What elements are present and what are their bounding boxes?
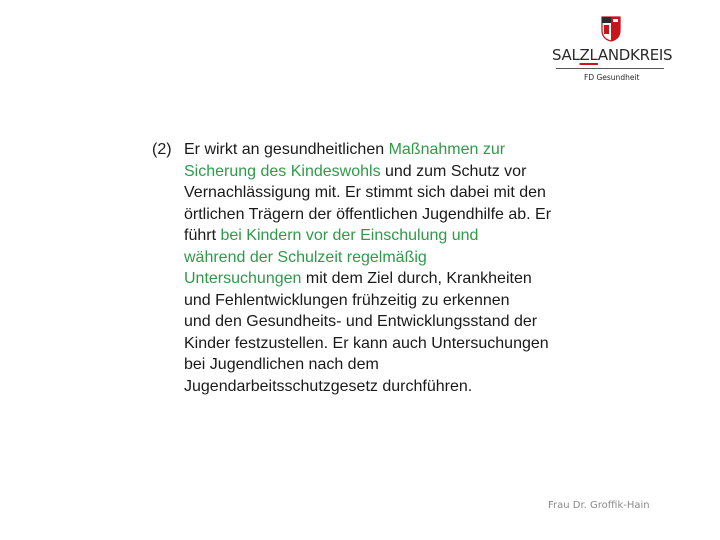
paragraph-line: [184, 290, 624, 312]
coat-of-arms-icon: [601, 16, 621, 42]
paragraph-line: [184, 225, 624, 247]
paragraph-line: [184, 182, 624, 204]
paragraph-line: [184, 333, 624, 355]
paragraph-line: [184, 376, 624, 398]
logo-wordmark: SALZLANDKREIS: [552, 46, 673, 64]
paragraph-line: [184, 247, 624, 269]
body-text: und zum Schutz vor: [380, 162, 527, 180]
body-text: und Fehlentwicklungen frühzeitig zu erkennen: [184, 291, 510, 309]
paragraph-number: (2): [152, 141, 172, 158]
highlighted-text: Maßnahmen zur: [388, 141, 506, 158]
paragraph-line: [184, 204, 624, 226]
logo-subtitle: FD Gesundheit: [584, 73, 640, 82]
body-text: bei Jugendlichen nach dem: [184, 356, 379, 373]
salzlandkreis-logo: [552, 16, 673, 86]
body-text: mit dem Ziel durch, Krankheiten: [301, 270, 532, 287]
logo-divider: [556, 68, 664, 69]
body-text: Er wirkt an gesundheitlichen: [184, 141, 389, 158]
paragraph-line: [184, 268, 624, 290]
highlighted-text: Sicherung des Kindeswohls: [184, 162, 381, 180]
body-text: führt: [184, 227, 221, 244]
highlighted-text: Untersuchungen: [184, 270, 302, 287]
body-text: Kinder festzustellen. Er kann auch Untersuchungen: [184, 334, 549, 352]
author-footer: Frau Dr. Groffik-Hain: [548, 500, 650, 511]
paragraph-line: [184, 139, 624, 161]
paragraph-line: [184, 161, 624, 183]
highlighted-text: während der Schulzeit regelmäßig: [184, 248, 427, 266]
body-text: Vernachlässigung mit. Er stimmt sich dabei mit den: [184, 184, 546, 201]
paragraph-text: [184, 139, 624, 397]
highlighted-text: bei Kindern vor der Einschulung und: [220, 227, 479, 244]
paragraph-line: [184, 354, 624, 376]
paragraph-line: [184, 311, 624, 333]
body-text: örtlichen Trägern der öffentlichen Jugendhilfe ab. Er: [184, 205, 552, 223]
body-text: Jugendarbeitsschutzgesetz durchführen.: [184, 377, 473, 395]
body-text: und den Gesundheits- und Entwicklungsstand der: [184, 313, 538, 330]
